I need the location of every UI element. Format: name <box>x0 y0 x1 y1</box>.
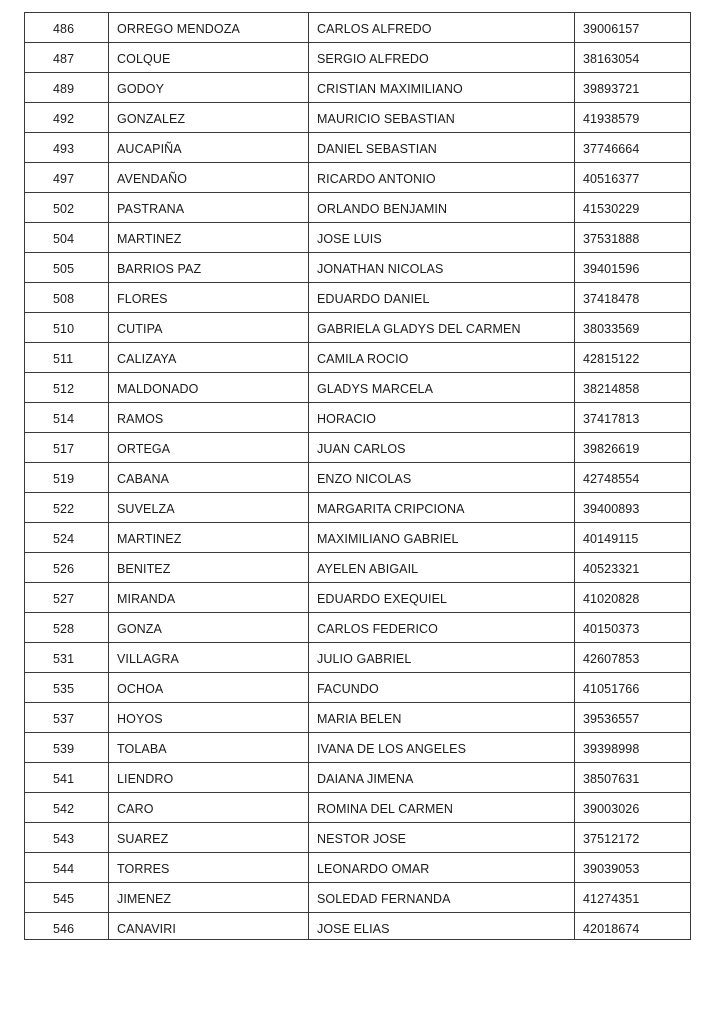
id-number-cell: 38033569 <box>575 313 691 343</box>
order-number-cell: 539 <box>25 733 109 763</box>
table-row <box>25 283 691 313</box>
surname-cell: CABANA <box>109 463 309 493</box>
surname-cell: TORRES <box>109 853 309 883</box>
given-name-cell: NESTOR JOSE <box>309 823 575 853</box>
id-number-cell: 37417813 <box>575 403 691 433</box>
table-row <box>25 583 691 613</box>
table-row <box>25 13 691 43</box>
table-row <box>25 493 691 523</box>
order-number-cell: 544 <box>25 853 109 883</box>
id-number-cell: 40150373 <box>575 613 691 643</box>
table-row <box>25 193 691 223</box>
given-name-cell: JOSE LUIS <box>309 223 575 253</box>
surname-cell: SUVELZA <box>109 493 309 523</box>
id-number-cell: 39536557 <box>575 703 691 733</box>
table-row <box>25 793 691 823</box>
given-name-cell: GLADYS MARCELA <box>309 373 575 403</box>
table-row <box>25 913 691 940</box>
order-number-cell: 505 <box>25 253 109 283</box>
given-name-cell: FACUNDO <box>309 673 575 703</box>
surname-cell: FLORES <box>109 283 309 313</box>
order-number-cell: 537 <box>25 703 109 733</box>
order-number-cell: 527 <box>25 583 109 613</box>
given-name-cell: IVANA DE LOS ANGELES <box>309 733 575 763</box>
surname-cell: VILLAGRA <box>109 643 309 673</box>
surname-cell: OCHOA <box>109 673 309 703</box>
given-name-cell: ORLANDO BENJAMIN <box>309 193 575 223</box>
id-number-cell: 42748554 <box>575 463 691 493</box>
table-row <box>25 673 691 703</box>
order-number-cell: 542 <box>25 793 109 823</box>
surname-cell: LIENDRO <box>109 763 309 793</box>
id-number-cell: 42815122 <box>575 343 691 373</box>
surname-cell: GONZA <box>109 613 309 643</box>
id-number-cell: 41938579 <box>575 103 691 133</box>
order-number-cell: 545 <box>25 883 109 913</box>
given-name-cell: ENZO NICOLAS <box>309 463 575 493</box>
surname-cell: BARRIOS PAZ <box>109 253 309 283</box>
given-name-cell: JUAN CARLOS <box>309 433 575 463</box>
table-row <box>25 763 691 793</box>
table-row <box>25 853 691 883</box>
id-number-cell: 39006157 <box>575 13 691 43</box>
given-name-cell: GABRIELA GLADYS DEL CARMEN <box>309 313 575 343</box>
given-name-cell: CARLOS FEDERICO <box>309 613 575 643</box>
surname-cell: AVENDAÑO <box>109 163 309 193</box>
id-number-cell: 38163054 <box>575 43 691 73</box>
order-number-cell: 486 <box>25 13 109 43</box>
given-name-cell: ROMINA DEL CARMEN <box>309 793 575 823</box>
order-number-cell: 528 <box>25 613 109 643</box>
surname-cell: BENITEZ <box>109 553 309 583</box>
surname-cell: COLQUE <box>109 43 309 73</box>
given-name-cell: SERGIO ALFREDO <box>309 43 575 73</box>
id-number-cell: 37531888 <box>575 223 691 253</box>
given-name-cell: MAXIMILIANO GABRIEL <box>309 523 575 553</box>
given-name-cell: MARIA BELEN <box>309 703 575 733</box>
table-row <box>25 223 691 253</box>
surname-cell: CANAVIRI <box>109 913 309 940</box>
order-number-cell: 519 <box>25 463 109 493</box>
given-name-cell: JONATHAN NICOLAS <box>309 253 575 283</box>
id-number-cell: 42018674 <box>575 913 691 940</box>
given-name-cell: MARGARITA CRIPCIONA <box>309 493 575 523</box>
surname-cell: AUCAPIÑA <box>109 133 309 163</box>
id-number-cell: 40149115 <box>575 523 691 553</box>
given-name-cell: LEONARDO OMAR <box>309 853 575 883</box>
surname-cell: MIRANDA <box>109 583 309 613</box>
id-number-cell: 39826619 <box>575 433 691 463</box>
id-number-cell: 40523321 <box>575 553 691 583</box>
table-row <box>25 613 691 643</box>
table-row <box>25 403 691 433</box>
order-number-cell: 512 <box>25 373 109 403</box>
table-row <box>25 73 691 103</box>
id-number-cell: 39398998 <box>575 733 691 763</box>
table-row <box>25 883 691 913</box>
surname-cell: HOYOS <box>109 703 309 733</box>
table-row <box>25 463 691 493</box>
surname-cell: JIMENEZ <box>109 883 309 913</box>
roster-table-body <box>25 13 691 940</box>
id-number-cell: 39039053 <box>575 853 691 883</box>
surname-cell: MARTINEZ <box>109 223 309 253</box>
id-number-cell: 39003026 <box>575 793 691 823</box>
order-number-cell: 524 <box>25 523 109 553</box>
order-number-cell: 511 <box>25 343 109 373</box>
order-number-cell: 497 <box>25 163 109 193</box>
given-name-cell: CRISTIAN MAXIMILIANO <box>309 73 575 103</box>
table-row <box>25 733 691 763</box>
table-row <box>25 313 691 343</box>
id-number-cell: 40516377 <box>575 163 691 193</box>
order-number-cell: 504 <box>25 223 109 253</box>
surname-cell: ORREGO MENDOZA <box>109 13 309 43</box>
given-name-cell: EDUARDO EXEQUIEL <box>309 583 575 613</box>
surname-cell: MALDONADO <box>109 373 309 403</box>
id-number-cell: 41051766 <box>575 673 691 703</box>
order-number-cell: 531 <box>25 643 109 673</box>
given-name-cell: DANIEL SEBASTIAN <box>309 133 575 163</box>
order-number-cell: 546 <box>25 913 109 940</box>
given-name-cell: EDUARDO DANIEL <box>309 283 575 313</box>
table-row <box>25 643 691 673</box>
given-name-cell: RICARDO ANTONIO <box>309 163 575 193</box>
table-row <box>25 163 691 193</box>
order-number-cell: 535 <box>25 673 109 703</box>
order-number-cell: 487 <box>25 43 109 73</box>
table-row <box>25 253 691 283</box>
table-row <box>25 343 691 373</box>
surname-cell: CALIZAYA <box>109 343 309 373</box>
id-number-cell: 39400893 <box>575 493 691 523</box>
given-name-cell: MAURICIO SEBASTIAN <box>309 103 575 133</box>
order-number-cell: 514 <box>25 403 109 433</box>
table-row <box>25 133 691 163</box>
surname-cell: MARTINEZ <box>109 523 309 553</box>
given-name-cell: JOSE ELIAS <box>309 913 575 940</box>
order-number-cell: 493 <box>25 133 109 163</box>
id-number-cell: 41020828 <box>575 583 691 613</box>
given-name-cell: HORACIO <box>309 403 575 433</box>
given-name-cell: AYELEN ABIGAIL <box>309 553 575 583</box>
table-row <box>25 523 691 553</box>
id-number-cell: 41274351 <box>575 883 691 913</box>
id-number-cell: 38507631 <box>575 763 691 793</box>
id-number-cell: 37512172 <box>575 823 691 853</box>
order-number-cell: 526 <box>25 553 109 583</box>
given-name-cell: SOLEDAD FERNANDA <box>309 883 575 913</box>
table-row <box>25 553 691 583</box>
roster-table <box>24 12 691 940</box>
surname-cell: PASTRANA <box>109 193 309 223</box>
surname-cell: ORTEGA <box>109 433 309 463</box>
surname-cell: TOLABA <box>109 733 309 763</box>
order-number-cell: 502 <box>25 193 109 223</box>
table-row <box>25 103 691 133</box>
order-number-cell: 517 <box>25 433 109 463</box>
table-row <box>25 373 691 403</box>
order-number-cell: 541 <box>25 763 109 793</box>
table-row <box>25 823 691 853</box>
order-number-cell: 492 <box>25 103 109 133</box>
table-row <box>25 43 691 73</box>
surname-cell: RAMOS <box>109 403 309 433</box>
id-number-cell: 39893721 <box>575 73 691 103</box>
given-name-cell: JULIO GABRIEL <box>309 643 575 673</box>
id-number-cell: 37746664 <box>575 133 691 163</box>
given-name-cell: CARLOS ALFREDO <box>309 13 575 43</box>
surname-cell: CUTIPA <box>109 313 309 343</box>
order-number-cell: 508 <box>25 283 109 313</box>
given-name-cell: DAIANA JIMENA <box>309 763 575 793</box>
order-number-cell: 522 <box>25 493 109 523</box>
table-row <box>25 433 691 463</box>
id-number-cell: 41530229 <box>575 193 691 223</box>
surname-cell: GODOY <box>109 73 309 103</box>
id-number-cell: 38214858 <box>575 373 691 403</box>
id-number-cell: 39401596 <box>575 253 691 283</box>
surname-cell: CARO <box>109 793 309 823</box>
order-number-cell: 510 <box>25 313 109 343</box>
surname-cell: GONZALEZ <box>109 103 309 133</box>
order-number-cell: 489 <box>25 73 109 103</box>
id-number-cell: 42607853 <box>575 643 691 673</box>
table-row <box>25 703 691 733</box>
given-name-cell: CAMILA ROCIO <box>309 343 575 373</box>
order-number-cell: 543 <box>25 823 109 853</box>
id-number-cell: 37418478 <box>575 283 691 313</box>
surname-cell: SUAREZ <box>109 823 309 853</box>
